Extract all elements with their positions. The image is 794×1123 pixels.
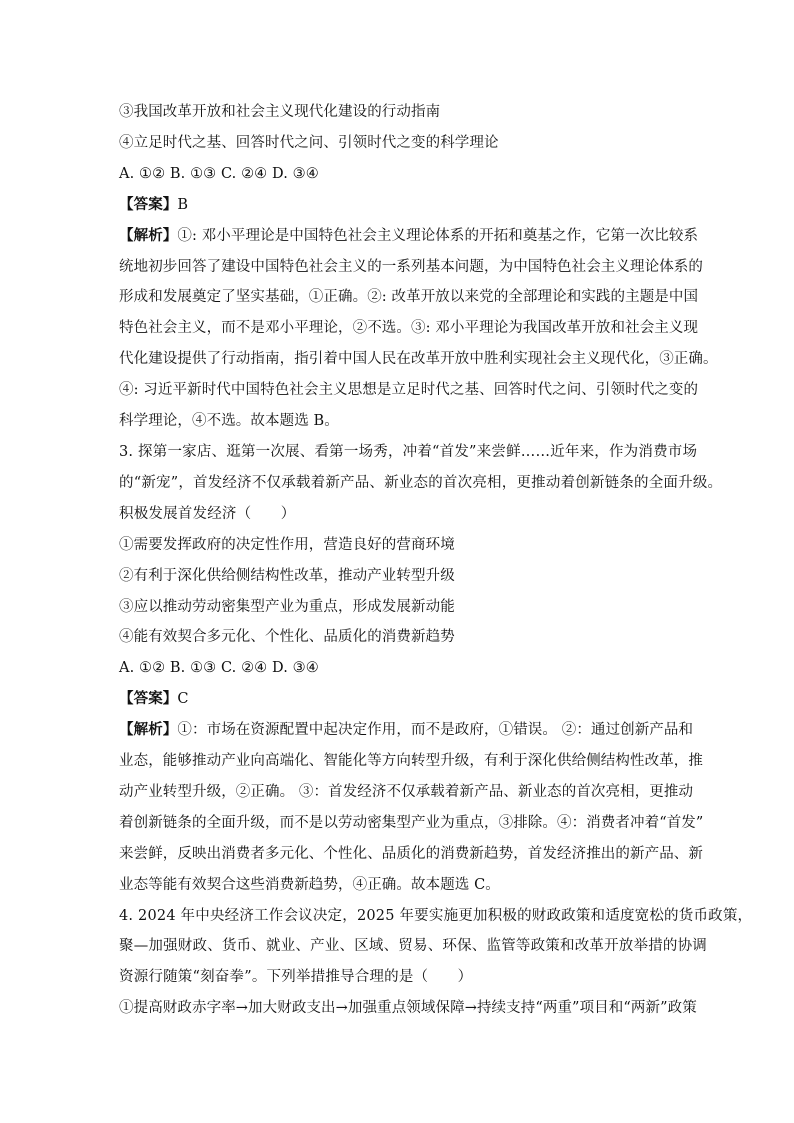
q4-stem-line: 4. 2024 年中央经济工作会议决定，2025 年要实施更加积极的财政政策和适度宽松的货币政策， (119, 907, 753, 924)
answer-value: C (177, 691, 189, 708)
q3-answer (119, 684, 679, 715)
q2-analysis-line: 特色社会主义，而不是邓小平理论，②不选。③: 邓小平理论为我国改革开放和社会主义现 (119, 320, 699, 337)
q4-stem-line: 聚—加强财政、货币、就业、产业、区域、贸易、环保、监管等政策和改革开放举措的协调 (119, 938, 707, 955)
q3-stem-line: 3. 探第一家店、逛第一次展、看第一场秀，冲着“首发”来尝鲜……近年来，作为消费市场 (119, 443, 698, 460)
q4-stem-line: 资源行随策“刻奋拳”。下列举措推导合理的是（ ） (119, 969, 473, 986)
q2-analysis-line: 统地初步回答了建设中国特色社会主义的一系列基本问题，为中国特色社会主义理论体系的 (119, 258, 703, 275)
q3-option: ①需要发挥政府的决定性作用，营造良好的营商环境 (119, 536, 455, 553)
q2-analysis-line: 科学理论，④不选。故本题选 B。 (119, 413, 339, 430)
q3-option: ④能有效契合多元化、个性化、品质化的消费新趋势 (119, 629, 455, 646)
analysis-label: 【解析】 (119, 721, 178, 739)
q3-choices: A. ①② B. ①③ C. ②④ D. ③④ (119, 660, 319, 677)
q2-option-3: ③我国改革开放和社会主义现代化建设的行动指南 (119, 104, 441, 120)
q2-choices: A. ①② B. ①③ C. ②④ D. ③④ (119, 165, 319, 182)
page-content (119, 97, 753, 1024)
q3-analysis-line: 业态，能够推动产业向高端化、智能化等方向转型升级，有利于深化供给侧结构性改革，推 (119, 753, 703, 770)
q3-option: ③应以推动劳动密集型产业为重点，形成发展新动能 (119, 598, 455, 615)
q3-stem-line: 的“新宠”，首发经济不仅承载着新产品、新业态的首次亮相，更推动着创新链条的全面升级。 (119, 474, 723, 491)
q3-stem-line: 积极发展首发经济（ ） (119, 505, 296, 522)
q3-analysis-line: 着创新链条的全面升级，而不是以劳动密集型产业为重点，③排除。④：消费者冲着“首发” (119, 814, 704, 831)
q2-option-4: ④立足时代之基、回答时代之问、引领时代之变的科学理论 (119, 134, 499, 151)
q2-answer (119, 190, 679, 221)
q2-analysis-line: 代化建设提供了行动指南，指引着中国人民在改革开放中胜利实现社会主义现代化，③正确。 (119, 351, 718, 368)
answer-label: 【答案】 (119, 690, 178, 708)
q3-analysis-line: 来尝鲜，反映出消费者多元化、个性化、品质化的消费新趋势，首发经济推出的新产品、新 (119, 845, 703, 862)
q3-analysis-line: 业态等能有效契合这些消费新趋势，④正确。故本题选 C。 (119, 876, 500, 893)
q2-analysis-line: ④: 习近平新时代中国特色社会主义思想是立足时代之基、回答时代之问、引领时代之变的 (119, 382, 699, 399)
q3-analysis-line: 动产业转型升级，②正确。 ③：首发经济不仅承载着新产品、新业态的首次亮相，更推动 (119, 783, 694, 800)
q3-option: ②有利于深化供给侧结构性改革，推动产业转型升级 (119, 567, 455, 584)
q2-analysis-line: 【解析】①: 邓小平理论是中国特色社会主义理论体系的开拓和奠基之作，它第一次比较系 (119, 226, 699, 244)
answer-label: 【答案】 (119, 195, 178, 213)
q4-option: ①提高财政赤字率→加大财政支出→加强重点领域保障→持续支持“两重”项目和“两新”政策 (119, 1000, 697, 1017)
q2-analysis-line: 形成和发展奠定了坚实基础，①正确。②: 改革开放以来党的全部理论和实践的主题是中国 (119, 289, 699, 306)
answer-value: B (177, 196, 189, 213)
analysis-label: 【解析】 (119, 226, 178, 244)
q3-analysis-line: 【解析】①：市场在资源配置中起决定作用，而不是政府，①错误。 ②：通过创新产品和 (119, 721, 694, 739)
